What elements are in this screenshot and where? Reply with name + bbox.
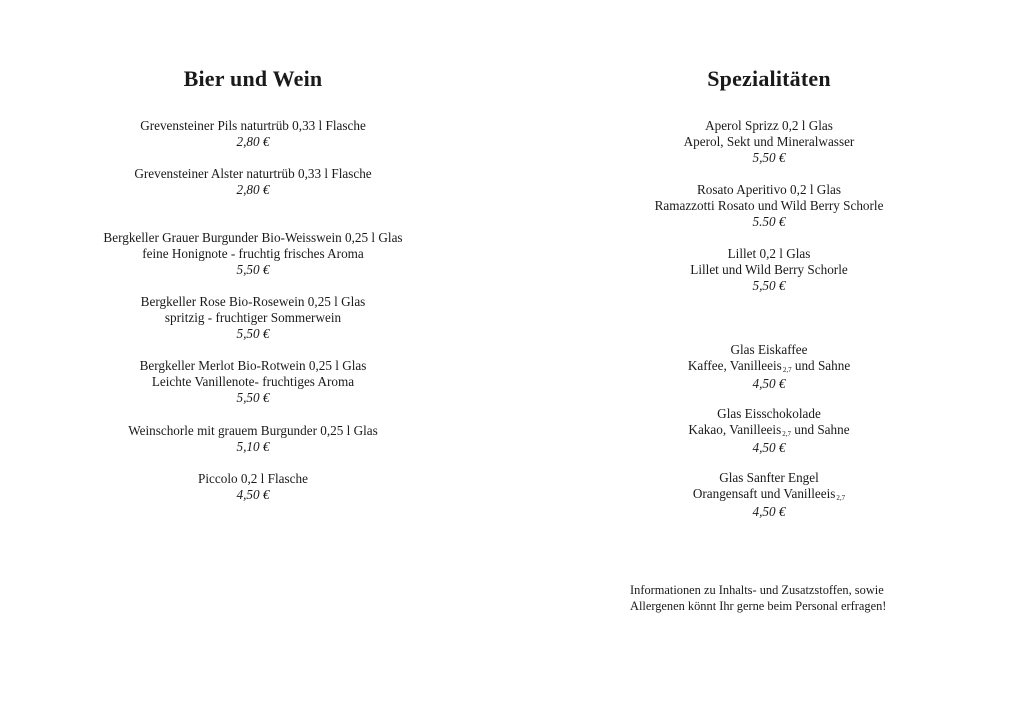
item-name: Lillet 0,2 l Glas: [727, 246, 811, 261]
item-name: Weinschorle mit grauem Burgunder 0,25 l Glas: [128, 423, 378, 438]
item-name: Bergkeller Merlot Bio-Rotwein 0,25 l Glas: [139, 358, 367, 373]
menu-item: [569, 470, 969, 520]
item-description: Ramazzotti Rosato und Wild Berry Schorle: [654, 198, 884, 213]
item-description: Leichte Vanillenote- fruchtiges Aroma: [151, 374, 355, 389]
item-description: [569, 358, 969, 376]
item-name: Grevensteiner Pils naturtrüb 0,33 l Flasche: [140, 118, 366, 133]
menu-item: [53, 118, 453, 150]
item-description: feine Honignote - fruchtig frisches Aroma: [142, 246, 364, 261]
menu-item: [53, 230, 453, 278]
item-price: 4,50 €: [752, 440, 786, 455]
item-description-main: Kakao, Vanilleeis: [688, 422, 782, 437]
item-description-tail: und Sahne: [791, 358, 851, 373]
menu-item: [53, 423, 453, 455]
item-price: 5,50 €: [752, 150, 786, 165]
item-name: Grevensteiner Alster naturtrüb 0,33 l Flasche: [134, 166, 372, 181]
item-price: 4,50 €: [752, 376, 786, 391]
allergen-note: 2,7: [782, 366, 792, 374]
item-description: [569, 422, 969, 440]
beer-wine-heading: Bier und Wein: [183, 66, 323, 91]
menu-item: [569, 182, 969, 230]
item-price: 2,80 €: [236, 134, 270, 149]
menu-item: [569, 246, 969, 294]
item-name: Glas Eiskaffee: [730, 342, 808, 357]
specialties-heading: Spezialitäten: [707, 66, 831, 91]
item-name: Rosato Aperitivo 0,2 l Glas: [697, 182, 841, 197]
allergen-info-note: [630, 582, 886, 614]
item-name: Bergkeller Rose Bio-Rosewein 0,25 l Glas: [140, 294, 366, 309]
item-price: 5,50 €: [236, 390, 270, 405]
menu-item: [569, 406, 969, 456]
item-price: 5,50 €: [236, 262, 270, 277]
menu-item: [569, 118, 969, 166]
menu-item: [53, 294, 453, 342]
allergen-note: 2,7: [836, 494, 846, 502]
item-price: 5,50 €: [236, 326, 270, 341]
menu-item: [53, 358, 453, 406]
item-price: 2,80 €: [236, 182, 270, 197]
item-price: 4,50 €: [752, 504, 786, 519]
menu-item: [53, 471, 453, 503]
item-description: [569, 486, 969, 504]
allergen-note: 2,7: [782, 430, 791, 438]
item-description: spritzig - fruchtiger Sommerwein: [164, 310, 342, 325]
item-description: Aperol, Sekt und Mineralwasser: [683, 134, 855, 149]
item-price: 5,10 €: [236, 439, 270, 454]
item-price: 5,50 €: [752, 278, 786, 293]
item-name: Aperol Sprizz 0,2 l Glas: [705, 118, 833, 133]
menu-item: [53, 166, 453, 198]
item-name: Glas Eisschokolade: [717, 406, 821, 421]
item-price: 5.50 €: [752, 214, 786, 229]
info-line: Informationen zu Inhalts- und Zusatzstoffen, sowie: [630, 583, 884, 597]
item-name: Glas Sanfter Engel: [719, 470, 819, 485]
item-name: Piccolo 0,2 l Flasche: [198, 471, 308, 486]
item-price: 4,50 €: [236, 487, 270, 502]
item-description-tail: und Sahne: [790, 422, 850, 437]
item-description-main: Kaffee, Vanilleeis: [687, 358, 782, 373]
item-name: Bergkeller Grauer Burgunder Bio-Weisswein 0,25 l Glas: [103, 230, 403, 245]
menu-item: [569, 342, 969, 392]
item-description: Lillet und Wild Berry Schorle: [690, 262, 848, 277]
info-line: Allergenen könnt Ihr gerne beim Personal erfragen!: [630, 599, 887, 613]
item-description-main: Orangensaft und Vanilleeis: [692, 486, 836, 501]
